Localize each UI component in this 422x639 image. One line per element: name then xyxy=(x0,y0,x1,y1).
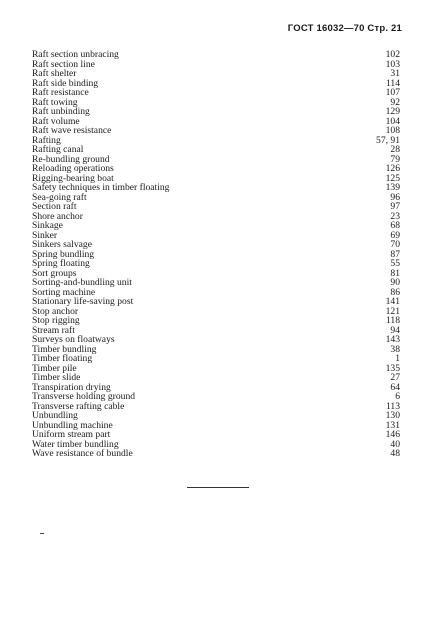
index-term: Timber floating xyxy=(32,353,93,364)
index-term: Sinkers salvage xyxy=(32,239,92,250)
index-page-number: 38 xyxy=(390,343,400,355)
index-page-number: 118 xyxy=(385,315,400,326)
index-page-number: 1 xyxy=(395,353,400,364)
index-page-number: 103 xyxy=(385,58,400,70)
index-entry xyxy=(32,193,400,203)
index-page-number: 27 xyxy=(390,372,400,383)
index-term: Sort groups xyxy=(32,267,77,279)
index-term: Surveys on floatways xyxy=(32,334,115,345)
index-term: Raft unbinding xyxy=(32,106,90,117)
index-page-number: 87 xyxy=(390,248,400,260)
end-rule xyxy=(187,487,249,488)
index-term: Sinker xyxy=(32,229,58,241)
index-entry xyxy=(32,259,400,269)
index-entry xyxy=(32,307,400,317)
index-term: Raft section unbracing xyxy=(32,49,119,60)
index-term: Rafting canal xyxy=(32,144,84,155)
index-page-number: 6 xyxy=(395,391,400,402)
index-term: Transverse rafting cable xyxy=(32,400,125,412)
index-entry xyxy=(32,136,400,146)
index-entry xyxy=(32,449,400,459)
index-page-number: 131 xyxy=(385,419,400,431)
index-entry xyxy=(32,364,400,374)
index-entry xyxy=(32,202,400,212)
index-term: Rafting xyxy=(32,134,61,146)
index-entry xyxy=(32,107,400,117)
index-page-number: 81 xyxy=(390,267,400,279)
index-term: Sinkage xyxy=(32,220,63,231)
index-entry xyxy=(32,183,400,193)
index-page-number: 130 xyxy=(385,410,400,421)
index-term: Timber slide xyxy=(32,372,81,383)
index-term: Raft shelter xyxy=(32,68,77,79)
index-page-number: 121 xyxy=(385,305,400,317)
index-term: Spring floating xyxy=(32,258,90,269)
index-page-number: 28 xyxy=(390,144,400,155)
index-term: Raft volume xyxy=(32,115,80,127)
index-term: Spring bundling xyxy=(32,248,95,260)
index-entry xyxy=(32,212,400,222)
index-page-number: 97 xyxy=(390,201,400,212)
index-page-number: 92 xyxy=(390,96,400,108)
index-term: Raft side binding xyxy=(32,77,99,89)
index-page-number: 143 xyxy=(385,334,400,345)
index-page-number: 107 xyxy=(385,87,400,98)
index-page-number: 70 xyxy=(390,239,400,250)
index-term: Sea-going raft xyxy=(32,191,87,203)
index-page-number: 146 xyxy=(385,429,400,440)
index-term: Stream raft xyxy=(32,324,75,336)
index-page-number: 79 xyxy=(390,153,400,165)
index-page-number: 48 xyxy=(390,448,400,459)
index-page-number: 114 xyxy=(385,77,400,89)
index-term: Raft section line xyxy=(32,58,95,70)
index-term: Uniform stream part xyxy=(32,429,111,440)
index-page-number: 96 xyxy=(390,191,400,203)
index-term: Section raft xyxy=(32,201,77,212)
index-term: Re-bundling ground xyxy=(32,153,110,165)
index-entry xyxy=(32,221,400,231)
index-term: Sorting machine xyxy=(32,286,96,298)
index-page-number: 57, 91 xyxy=(376,134,400,146)
index-term: Stop rigging xyxy=(32,315,80,326)
index-entry xyxy=(32,88,400,98)
index-entry xyxy=(32,316,400,326)
index-term: Rigging-bearing boat xyxy=(32,172,114,184)
index-page-number: 69 xyxy=(390,229,400,241)
index-page-number: 68 xyxy=(390,220,400,231)
index-term: Raft resistance xyxy=(32,87,89,98)
index-entry xyxy=(32,354,400,364)
index-page-number: 126 xyxy=(385,163,400,174)
index-page-number: 64 xyxy=(390,381,400,393)
index-page-number: 90 xyxy=(390,277,400,288)
index-term: Transpiration drying xyxy=(32,381,111,393)
index-term: Transverse holding ground xyxy=(32,391,136,402)
term-index xyxy=(32,50,400,459)
index-entry xyxy=(32,60,400,70)
index-page-number: 141 xyxy=(385,296,400,307)
index-page-number: 108 xyxy=(385,125,400,136)
index-term: Stationary life-saving post xyxy=(32,296,134,307)
page-header: ГОСТ 16032—70 Стр. 21 xyxy=(287,23,402,34)
index-term: Shore anchor xyxy=(32,210,83,222)
index-page-number: 31 xyxy=(390,68,400,79)
index-term: Wave resistance of bundle xyxy=(32,448,133,459)
index-term: Water timber bundling xyxy=(32,438,119,450)
index-term: Sorting-and-bundling unit xyxy=(32,277,132,288)
index-page-number: 86 xyxy=(390,286,400,298)
index-page-number: 55 xyxy=(390,258,400,269)
index-page-number: 102 xyxy=(385,49,400,60)
index-entry xyxy=(32,402,400,412)
index-page-number: 23 xyxy=(390,210,400,222)
index-page-number: 139 xyxy=(385,182,400,193)
index-page-number: 40 xyxy=(390,438,400,450)
index-term: Stop anchor xyxy=(32,305,79,317)
index-term: Raft wave resistance xyxy=(32,125,112,136)
index-page-number: 129 xyxy=(385,106,400,117)
index-term: Raft towing xyxy=(32,96,78,108)
index-term: Unbundling xyxy=(32,410,78,421)
index-page-number: 113 xyxy=(385,400,400,412)
index-entry xyxy=(32,297,400,307)
index-entry xyxy=(32,126,400,136)
margin-mark xyxy=(40,533,44,534)
index-page-number: 104 xyxy=(385,115,400,127)
index-page-number: 135 xyxy=(385,362,400,374)
index-term: Timber pile xyxy=(32,362,77,374)
index-page-number: 94 xyxy=(390,324,400,336)
index-term: Safety techniques in timber floating xyxy=(32,182,170,193)
index-term: Unbundling machine xyxy=(32,419,113,431)
index-page-number: 125 xyxy=(385,172,400,184)
index-term: Reloading operations xyxy=(32,163,114,174)
index-term: Timber bundling xyxy=(32,343,97,355)
